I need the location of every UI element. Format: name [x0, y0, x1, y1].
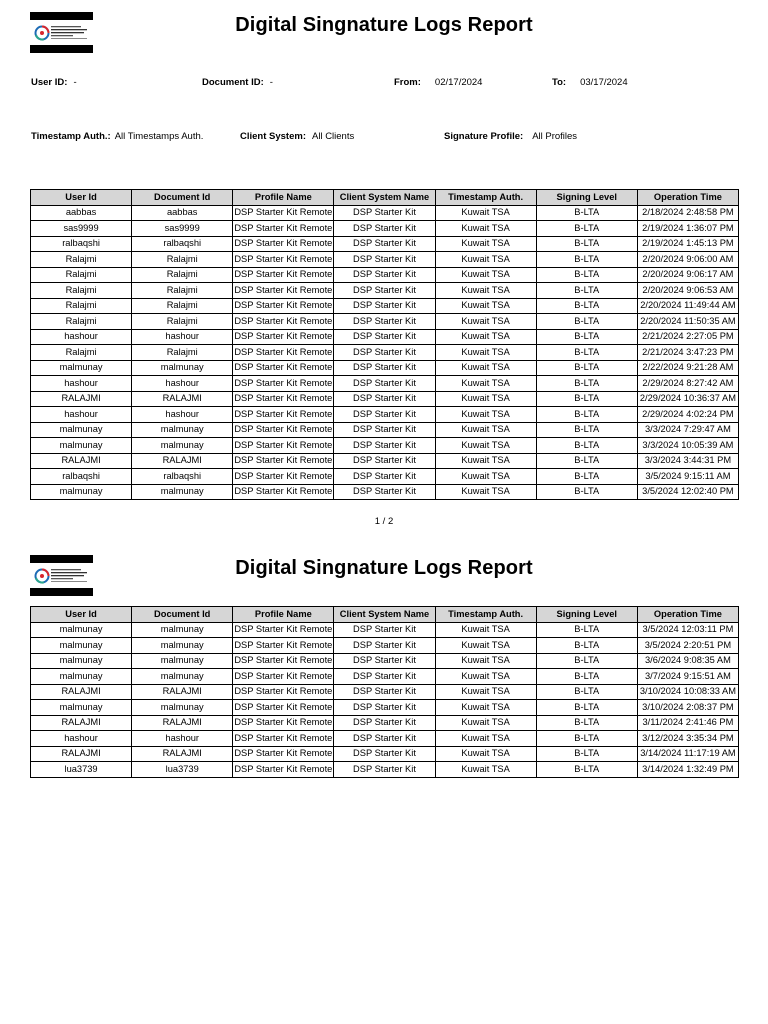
cell-user-id: Ralajmi [31, 252, 132, 268]
filter-client-system-value: All Clients [312, 131, 355, 142]
table-header-row [31, 190, 739, 206]
cell-profile-name: DSP Starter Kit Remote [233, 360, 334, 376]
cell-operation-time: 2/19/2024 1:45:13 PM [637, 236, 738, 252]
cell-timestamp-auth: Kuwait TSA [435, 407, 536, 423]
cell-signing-level: B-LTA [536, 746, 637, 762]
cell-document-id: RALAJMI [132, 453, 233, 469]
cell-user-id: malmunay [31, 700, 132, 716]
cell-signing-level: B-LTA [536, 205, 637, 221]
cell-profile-name: DSP Starter Kit Remote [233, 684, 334, 700]
cell-signing-level: B-LTA [536, 376, 637, 392]
cell-client-system-name: DSP Starter Kit [334, 267, 435, 283]
cell-user-id: Ralajmi [31, 283, 132, 299]
cell-operation-time: 3/3/2024 7:29:47 AM [637, 422, 738, 438]
table-row [31, 731, 739, 747]
cell-operation-time: 3/14/2024 11:17:19 AM [637, 746, 738, 762]
cell-signing-level: B-LTA [536, 221, 637, 237]
cell-profile-name: DSP Starter Kit Remote [233, 622, 334, 638]
cell-document-id: malmunay [132, 438, 233, 454]
cell-profile-name: DSP Starter Kit Remote [233, 438, 334, 454]
column-header-profile-name: Profile Name [233, 607, 334, 623]
cell-signing-level: B-LTA [536, 731, 637, 747]
cell-client-system-name: DSP Starter Kit [334, 407, 435, 423]
cell-document-id: aabbas [132, 205, 233, 221]
cell-user-id: Ralajmi [31, 298, 132, 314]
cell-timestamp-auth: Kuwait TSA [435, 715, 536, 731]
cell-profile-name: DSP Starter Kit Remote [233, 453, 334, 469]
cell-document-id: RALAJMI [132, 715, 233, 731]
cell-document-id: malmunay [132, 700, 233, 716]
cell-timestamp-auth: Kuwait TSA [435, 638, 536, 654]
table-row [31, 715, 739, 731]
cell-profile-name: DSP Starter Kit Remote [233, 314, 334, 330]
cell-profile-name: DSP Starter Kit Remote [233, 715, 334, 731]
cell-document-id: ralbaqshi [132, 469, 233, 485]
cell-operation-time: 3/5/2024 2:20:51 PM [637, 638, 738, 654]
table-row [31, 298, 739, 314]
cell-client-system-name: DSP Starter Kit [334, 252, 435, 268]
cell-profile-name: DSP Starter Kit Remote [233, 221, 334, 237]
table-row [31, 700, 739, 716]
cell-profile-name: DSP Starter Kit Remote [233, 345, 334, 361]
cell-client-system-name: DSP Starter Kit [334, 715, 435, 731]
cell-signing-level: B-LTA [536, 407, 637, 423]
cell-signing-level: B-LTA [536, 669, 637, 685]
column-header-client-system-name: Client System Name [334, 190, 435, 206]
cell-client-system-name: DSP Starter Kit [334, 221, 435, 237]
filter-client-system-label: Client System: [240, 131, 306, 142]
cell-profile-name: DSP Starter Kit Remote [233, 731, 334, 747]
cell-timestamp-auth: Kuwait TSA [435, 484, 536, 500]
cell-client-system-name: DSP Starter Kit [334, 205, 435, 221]
table-row [31, 669, 739, 685]
cell-user-id: RALAJMI [31, 746, 132, 762]
cell-client-system-name: DSP Starter Kit [334, 684, 435, 700]
cell-operation-time: 3/3/2024 3:44:31 PM [637, 453, 738, 469]
cell-client-system-name: DSP Starter Kit [334, 762, 435, 778]
cell-signing-level: B-LTA [536, 345, 637, 361]
cell-operation-time: 2/20/2024 9:06:17 AM [637, 267, 738, 283]
cell-document-id: hashour [132, 376, 233, 392]
cell-user-id: Ralajmi [31, 267, 132, 283]
table-row [31, 267, 739, 283]
cell-operation-time: 2/18/2024 2:48:58 PM [637, 205, 738, 221]
cell-client-system-name: DSP Starter Kit [334, 700, 435, 716]
table-row [31, 638, 739, 654]
column-header-operation-time: Operation Time [637, 190, 738, 206]
filter-from [394, 77, 482, 88]
cell-document-id: RALAJMI [132, 746, 233, 762]
filter-document-id-label: Document ID: [202, 77, 264, 88]
cell-operation-time: 3/10/2024 10:08:33 AM [637, 684, 738, 700]
cell-document-id: malmunay [132, 422, 233, 438]
cell-client-system-name: DSP Starter Kit [334, 298, 435, 314]
cell-document-id: malmunay [132, 653, 233, 669]
cell-timestamp-auth: Kuwait TSA [435, 283, 536, 299]
cell-timestamp-auth: Kuwait TSA [435, 438, 536, 454]
cell-client-system-name: DSP Starter Kit [334, 731, 435, 747]
cell-user-id: RALAJMI [31, 684, 132, 700]
cell-client-system-name: DSP Starter Kit [334, 345, 435, 361]
cell-signing-level: B-LTA [536, 469, 637, 485]
cell-client-system-name: DSP Starter Kit [334, 469, 435, 485]
cell-user-id: malmunay [31, 360, 132, 376]
filter-signature-profile-label: Signature Profile: [444, 131, 524, 142]
filter-user-id-label: User ID: [31, 77, 68, 88]
cell-profile-name: DSP Starter Kit Remote [233, 391, 334, 407]
cell-operation-time: 3/3/2024 10:05:39 AM [637, 438, 738, 454]
cell-signing-level: B-LTA [536, 298, 637, 314]
cell-timestamp-auth: Kuwait TSA [435, 267, 536, 283]
table-row [31, 236, 739, 252]
cell-document-id: hashour [132, 731, 233, 747]
filter-client-system [240, 131, 354, 142]
column-header-signing-level: Signing Level [536, 190, 637, 206]
cell-operation-time: 2/21/2024 3:47:23 PM [637, 345, 738, 361]
cell-document-id: malmunay [132, 484, 233, 500]
filter-to-value: 03/17/2024 [580, 77, 628, 88]
table-header-row [31, 607, 739, 623]
cell-profile-name: DSP Starter Kit Remote [233, 762, 334, 778]
cell-operation-time: 3/7/2024 9:15:51 AM [637, 669, 738, 685]
cell-signing-level: B-LTA [536, 314, 637, 330]
cell-document-id: ralbaqshi [132, 236, 233, 252]
cell-profile-name: DSP Starter Kit Remote [233, 638, 334, 654]
cell-signing-level: B-LTA [536, 360, 637, 376]
cell-profile-name: DSP Starter Kit Remote [233, 283, 334, 299]
column-header-operation-time: Operation Time [637, 607, 738, 623]
table-row [31, 684, 739, 700]
cell-client-system-name: DSP Starter Kit [334, 638, 435, 654]
cell-document-id: hashour [132, 407, 233, 423]
column-header-user-id: User Id [31, 607, 132, 623]
cell-signing-level: B-LTA [536, 700, 637, 716]
cell-client-system-name: DSP Starter Kit [334, 422, 435, 438]
cell-client-system-name: DSP Starter Kit [334, 236, 435, 252]
cell-profile-name: DSP Starter Kit Remote [233, 298, 334, 314]
cell-profile-name: DSP Starter Kit Remote [233, 422, 334, 438]
filter-document-id-value: - [269, 77, 273, 88]
cell-client-system-name: DSP Starter Kit [334, 360, 435, 376]
cell-operation-time: 2/29/2024 8:27:42 AM [637, 376, 738, 392]
cell-profile-name: DSP Starter Kit Remote [233, 746, 334, 762]
cell-user-id: malmunay [31, 638, 132, 654]
cell-operation-time: 3/14/2024 1:32:49 PM [637, 762, 738, 778]
cell-operation-time: 3/5/2024 12:03:11 PM [637, 622, 738, 638]
cell-client-system-name: DSP Starter Kit [334, 391, 435, 407]
cell-user-id: Ralajmi [31, 314, 132, 330]
cell-profile-name: DSP Starter Kit Remote [233, 376, 334, 392]
cell-operation-time: 2/20/2024 11:49:44 AM [637, 298, 738, 314]
cell-profile-name: DSP Starter Kit Remote [233, 236, 334, 252]
cell-document-id: RALAJMI [132, 391, 233, 407]
cell-document-id: malmunay [132, 622, 233, 638]
cell-document-id: Ralajmi [132, 314, 233, 330]
cell-timestamp-auth: Kuwait TSA [435, 422, 536, 438]
cell-profile-name: DSP Starter Kit Remote [233, 329, 334, 345]
table-row [31, 746, 739, 762]
cell-operation-time: 3/5/2024 12:02:40 PM [637, 484, 738, 500]
cell-operation-time: 2/21/2024 2:27:05 PM [637, 329, 738, 345]
cell-timestamp-auth: Kuwait TSA [435, 205, 536, 221]
table-row [31, 762, 739, 778]
table-row [31, 360, 739, 376]
table-row [31, 622, 739, 638]
cell-operation-time: 3/11/2024 2:41:46 PM [637, 715, 738, 731]
cell-client-system-name: DSP Starter Kit [334, 653, 435, 669]
cell-signing-level: B-LTA [536, 252, 637, 268]
cell-document-id: Ralajmi [132, 283, 233, 299]
column-header-user-id: User Id [31, 190, 132, 206]
cell-signing-level: B-LTA [536, 391, 637, 407]
cell-timestamp-auth: Kuwait TSA [435, 622, 536, 638]
cell-signing-level: B-LTA [536, 438, 637, 454]
cell-user-id: sas9999 [31, 221, 132, 237]
table-row [31, 422, 739, 438]
table-row [31, 484, 739, 500]
cell-user-id: ralbaqshi [31, 236, 132, 252]
cell-timestamp-auth: Kuwait TSA [435, 762, 536, 778]
cell-user-id: hashour [31, 731, 132, 747]
column-header-signing-level: Signing Level [536, 607, 637, 623]
cell-user-id: malmunay [31, 622, 132, 638]
cell-timestamp-auth: Kuwait TSA [435, 360, 536, 376]
cell-document-id: Ralajmi [132, 267, 233, 283]
cell-signing-level: B-LTA [536, 283, 637, 299]
cell-profile-name: DSP Starter Kit Remote [233, 669, 334, 685]
table-row [31, 469, 739, 485]
table-row [31, 453, 739, 469]
cell-client-system-name: DSP Starter Kit [334, 453, 435, 469]
cell-timestamp-auth: Kuwait TSA [435, 653, 536, 669]
column-header-client-system-name: Client System Name [334, 607, 435, 623]
cell-user-id: malmunay [31, 438, 132, 454]
cell-user-id: RALAJMI [31, 453, 132, 469]
page-number: 1 / 2 [374, 516, 394, 527]
cell-document-id: lua3739 [132, 762, 233, 778]
cell-profile-name: DSP Starter Kit Remote [233, 252, 334, 268]
table-row [31, 205, 739, 221]
cell-document-id: Ralajmi [132, 298, 233, 314]
filter-signature-profile-value: All Profiles [532, 131, 578, 142]
cell-profile-name: DSP Starter Kit Remote [233, 653, 334, 669]
cell-document-id: Ralajmi [132, 345, 233, 361]
cell-timestamp-auth: Kuwait TSA [435, 221, 536, 237]
cell-user-id: ralbaqshi [31, 469, 132, 485]
cell-signing-level: B-LTA [536, 236, 637, 252]
cell-signing-level: B-LTA [536, 622, 637, 638]
table-row [31, 653, 739, 669]
cell-profile-name: DSP Starter Kit Remote [233, 407, 334, 423]
cell-operation-time: 2/20/2024 11:50:35 AM [637, 314, 738, 330]
cell-client-system-name: DSP Starter Kit [334, 329, 435, 345]
cell-operation-time: 3/10/2024 2:08:37 PM [637, 700, 738, 716]
cell-user-id: Ralajmi [31, 345, 132, 361]
cell-user-id: hashour [31, 376, 132, 392]
column-header-timestamp-auth: Timestamp Auth. [435, 190, 536, 206]
cell-user-id: malmunay [31, 422, 132, 438]
cell-signing-level: B-LTA [536, 638, 637, 654]
table-row [31, 221, 739, 237]
cell-operation-time: 2/20/2024 9:06:53 AM [637, 283, 738, 299]
cell-timestamp-auth: Kuwait TSA [435, 376, 536, 392]
filter-timestamp-auth-label: Timestamp Auth.: [31, 131, 111, 142]
cell-profile-name: DSP Starter Kit Remote [233, 267, 334, 283]
cell-user-id: RALAJMI [31, 391, 132, 407]
table-row [31, 345, 739, 361]
cell-timestamp-auth: Kuwait TSA [435, 236, 536, 252]
cell-signing-level: B-LTA [536, 453, 637, 469]
cell-signing-level: B-LTA [536, 653, 637, 669]
cell-document-id: sas9999 [132, 221, 233, 237]
table-row [31, 252, 739, 268]
cell-operation-time: 3/5/2024 9:15:11 AM [637, 469, 738, 485]
cell-signing-level: B-LTA [536, 715, 637, 731]
table-row [31, 329, 739, 345]
cell-profile-name: DSP Starter Kit Remote [233, 205, 334, 221]
cell-timestamp-auth: Kuwait TSA [435, 731, 536, 747]
filter-document-id [202, 77, 273, 88]
table-row [31, 376, 739, 392]
cell-operation-time: 2/29/2024 4:02:24 PM [637, 407, 738, 423]
cell-client-system-name: DSP Starter Kit [334, 314, 435, 330]
cell-document-id: malmunay [132, 360, 233, 376]
filter-signature-profile [444, 131, 577, 142]
cell-user-id: malmunay [31, 669, 132, 685]
cell-profile-name: DSP Starter Kit Remote [233, 700, 334, 716]
cell-user-id: RALAJMI [31, 715, 132, 731]
filter-user-id [31, 77, 77, 88]
report-title: Digital Singnature Logs Report [235, 557, 533, 579]
cell-timestamp-auth: Kuwait TSA [435, 684, 536, 700]
cell-timestamp-auth: Kuwait TSA [435, 453, 536, 469]
cell-operation-time: 3/6/2024 9:08:35 AM [637, 653, 738, 669]
cell-client-system-name: DSP Starter Kit [334, 438, 435, 454]
table-row [31, 391, 739, 407]
filter-to-label: To: [552, 77, 567, 88]
cell-timestamp-auth: Kuwait TSA [435, 329, 536, 345]
table-row [31, 407, 739, 423]
cell-document-id: malmunay [132, 669, 233, 685]
cell-timestamp-auth: Kuwait TSA [435, 314, 536, 330]
cell-user-id: malmunay [31, 484, 132, 500]
cell-timestamp-auth: Kuwait TSA [435, 298, 536, 314]
cell-signing-level: B-LTA [536, 684, 637, 700]
cell-profile-name: DSP Starter Kit Remote [233, 484, 334, 500]
column-header-timestamp-auth: Timestamp Auth. [435, 607, 536, 623]
cell-signing-level: B-LTA [536, 762, 637, 778]
filter-to [552, 77, 628, 88]
cell-timestamp-auth: Kuwait TSA [435, 391, 536, 407]
filter-user-id-value: - [73, 77, 77, 88]
filter-from-label: From: [394, 77, 421, 88]
logs-table-page-2 [30, 606, 739, 778]
cell-user-id: hashour [31, 407, 132, 423]
logs-table-page-1 [30, 189, 739, 500]
column-header-document-id: Document Id [132, 190, 233, 206]
cell-user-id: malmunay [31, 653, 132, 669]
cell-timestamp-auth: Kuwait TSA [435, 746, 536, 762]
cell-client-system-name: DSP Starter Kit [334, 376, 435, 392]
cell-client-system-name: DSP Starter Kit [334, 746, 435, 762]
cell-timestamp-auth: Kuwait TSA [435, 252, 536, 268]
column-header-profile-name: Profile Name [233, 190, 334, 206]
cell-user-id: aabbas [31, 205, 132, 221]
filter-from-value: 02/17/2024 [434, 77, 483, 88]
cell-operation-time: 2/22/2024 9:21:28 AM [637, 360, 738, 376]
report-title: Digital Singnature Logs Report [235, 14, 533, 36]
cell-document-id: RALAJMI [132, 684, 233, 700]
cell-user-id: hashour [31, 329, 132, 345]
cell-operation-time: 2/20/2024 9:06:00 AM [637, 252, 738, 268]
filter-timestamp-auth-value: All Timestamps Auth. [114, 131, 204, 142]
cell-operation-time: 3/12/2024 3:35:34 PM [637, 731, 738, 747]
cell-timestamp-auth: Kuwait TSA [435, 700, 536, 716]
cell-client-system-name: DSP Starter Kit [334, 669, 435, 685]
cell-operation-time: 2/19/2024 1:36:07 PM [637, 221, 738, 237]
cell-document-id: Ralajmi [132, 252, 233, 268]
table-row [31, 314, 739, 330]
cell-document-id: hashour [132, 329, 233, 345]
cell-operation-time: 2/29/2024 10:36:37 AM [637, 391, 738, 407]
cell-user-id: lua3739 [31, 762, 132, 778]
cell-profile-name: DSP Starter Kit Remote [233, 469, 334, 485]
cell-signing-level: B-LTA [536, 267, 637, 283]
cell-client-system-name: DSP Starter Kit [334, 622, 435, 638]
filter-timestamp-auth [31, 131, 203, 142]
cell-signing-level: B-LTA [536, 422, 637, 438]
cell-signing-level: B-LTA [536, 329, 637, 345]
cell-timestamp-auth: Kuwait TSA [435, 469, 536, 485]
table-row [31, 438, 739, 454]
column-header-document-id: Document Id [132, 607, 233, 623]
table-row [31, 283, 739, 299]
cell-client-system-name: DSP Starter Kit [334, 484, 435, 500]
cell-timestamp-auth: Kuwait TSA [435, 345, 536, 361]
cell-document-id: malmunay [132, 638, 233, 654]
cell-signing-level: B-LTA [536, 484, 637, 500]
cell-timestamp-auth: Kuwait TSA [435, 669, 536, 685]
cell-client-system-name: DSP Starter Kit [334, 283, 435, 299]
